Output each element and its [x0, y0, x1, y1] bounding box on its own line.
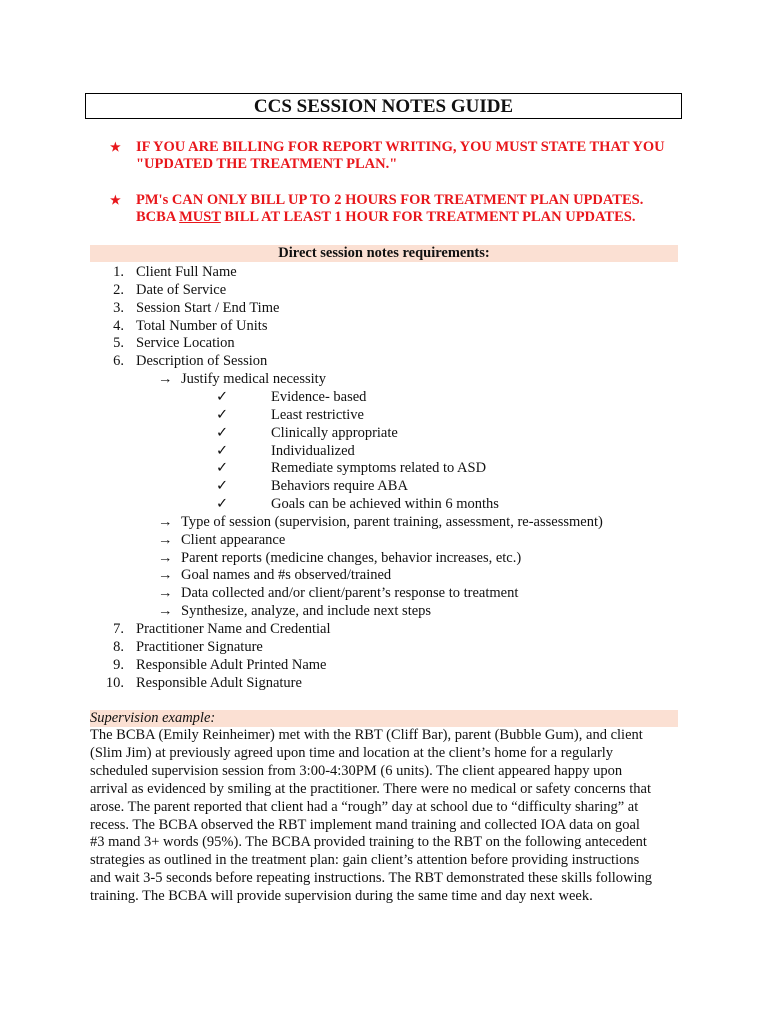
item-number: 3.: [113, 299, 124, 316]
arrow-icon: →: [158, 531, 173, 548]
warning-text: IF YOU ARE BILLING FOR REPORT WRITING, YOU MUST STATE THAT YOU "UPDATED THE TREATMENT PLAN.": [136, 139, 665, 172]
requirements-heading: Direct session notes requirements:: [90, 245, 678, 262]
arrow-icon: →: [158, 585, 173, 602]
item-label: Practitioner Name and Credential: [136, 621, 331, 637]
sub-item-label: Client appearance: [181, 531, 286, 548]
check-item-label: Behaviors require ABA: [271, 478, 408, 495]
list-item: [0, 675, 700, 692]
list-item: [0, 300, 700, 317]
check-list-item: [0, 425, 700, 442]
check-list-item: [0, 460, 700, 477]
item-label: Responsible Adult Printed Name: [136, 656, 327, 673]
item-number: 5.: [113, 335, 124, 352]
checkmark-icon: ✓: [216, 406, 229, 423]
sub-item-label: Data collected and/or client/parent’s response to treatment: [181, 585, 519, 602]
sub-list-item: [0, 371, 700, 388]
sub-list-item: [0, 514, 700, 531]
paragraph-line: The BCBA (Emily Reinheimer) met with the RBT (Cliff Bar), parent (Bubble Gum), and client: [90, 727, 643, 743]
checkmark-icon: ✓: [216, 388, 229, 405]
checkmark-icon: ✓: [216, 424, 229, 441]
warning-line-2-pre: BCBA: [136, 209, 180, 225]
sub-item-label: Type of session (supervision, parent training, assessment, re-assessment): [181, 513, 603, 530]
sub-list-item: [0, 585, 700, 602]
checkmark-icon: ✓: [216, 442, 229, 459]
item-number: 2.: [113, 281, 124, 298]
checkmark-icon: ✓: [216, 478, 229, 495]
arrow-icon: →: [158, 513, 173, 530]
item-number: 9.: [113, 656, 124, 673]
sub-list-item: [0, 567, 700, 584]
list-item: [0, 264, 700, 281]
item-label: Session Start / End Time: [136, 299, 280, 316]
paragraph-line: arrival as evidenced by smiling at the practitioner. There were no medical or safety concerns that: [90, 780, 651, 797]
check-item-label: Goals can be achieved within 6 months: [271, 496, 499, 513]
sub-list-item: [0, 603, 700, 620]
supervision-heading-text: Supervision example:: [90, 710, 216, 726]
paragraph-line: scheduled supervision session from 3:00-4:30PM (6 units). The client appeared happy upon: [90, 762, 623, 779]
supervision-example-text: [90, 727, 680, 906]
check-item-label: Individualized: [271, 442, 355, 459]
check-list-item: [0, 496, 700, 513]
paragraph-line: (Slim Jim) at previously agreed upon time and location at the client’s home for a regularly: [90, 744, 614, 761]
item-number: 8.: [113, 638, 124, 655]
list-item: [0, 621, 700, 638]
list-item: [0, 353, 700, 370]
item-label: Practitioner Signature: [136, 638, 263, 655]
list-item: [0, 639, 700, 656]
item-label: Date of Service: [136, 281, 227, 298]
item-number: 1.: [113, 264, 124, 280]
warning-emphasis: MUST: [179, 209, 221, 225]
paragraph-line: recess. The BCBA observed the RBT implement mand training and collected IOA data on goal: [90, 816, 640, 833]
paragraph-line: training. The BCBA will provide supervision during the same time and day next week.: [90, 888, 593, 905]
list-item: [0, 318, 700, 335]
sub-list-item: [0, 550, 700, 567]
list-item: [0, 335, 700, 352]
sub-item-label: Justify medical necessity: [181, 371, 326, 388]
item-label: Service Location: [136, 335, 235, 352]
paragraph-line: arose. The parent reported that client had a “rough” day at school due to “difficulty sharing” at: [90, 798, 639, 815]
warning-line-1: PM's CAN ONLY BILL UP TO 2 HOURS FOR TREATMENT PLAN UPDATES.: [136, 192, 644, 208]
check-list-item: [0, 443, 700, 460]
arrow-icon: →: [158, 549, 173, 566]
checkmark-icon: ✓: [216, 460, 229, 477]
paragraph-line: #3 mand 3+ words (95%). The BCBA provided training to the RBT on the following antecedent: [90, 834, 647, 851]
arrow-icon: →: [158, 603, 173, 620]
warning-line-2-post: BILL AT LEAST 1 HOUR FOR TREATMENT PLAN UPDATES.: [220, 209, 636, 225]
item-label: Responsible Adult Signature: [136, 674, 302, 691]
page-title: CCS SESSION NOTES GUIDE: [85, 93, 682, 119]
warning-text: [136, 192, 696, 226]
list-item: [0, 657, 700, 674]
item-label: Description of Session: [136, 353, 268, 370]
supervision-heading: [90, 710, 678, 727]
sub-item-label: Parent reports (medicine changes, behavior increases, etc.): [181, 549, 522, 566]
arrow-icon: →: [158, 371, 173, 388]
item-label: Client Full Name: [136, 264, 237, 280]
checkmark-icon: ✓: [216, 496, 229, 513]
item-number: 7.: [113, 621, 124, 637]
check-item-label: Evidence- based: [271, 388, 367, 405]
check-item-label: Least restrictive: [271, 406, 364, 423]
item-number: 6.: [113, 353, 124, 370]
check-list-item: [0, 478, 700, 495]
arrow-icon: →: [158, 567, 173, 584]
star-icon: ★: [110, 140, 121, 154]
item-label: Total Number of Units: [136, 317, 268, 334]
item-number: 10.: [105, 674, 124, 691]
paragraph-line: strategies as outlined in the treatment plan: gain client’s attention before providing instructions: [90, 852, 640, 869]
star-icon: ★: [110, 193, 121, 207]
check-list-item: [0, 389, 700, 406]
list-item: [0, 282, 700, 299]
check-item-label: Clinically appropriate: [271, 424, 398, 441]
paragraph-line: and wait 3-5 seconds before repeating instructions. The RBT demonstrated these skills following: [90, 870, 653, 887]
check-list-item: [0, 407, 700, 424]
check-item-label: Remediate symptoms related to ASD: [271, 460, 487, 477]
sub-item-label: Goal names and #s observed/trained: [181, 567, 392, 584]
sub-item-label: Synthesize, analyze, and include next steps: [181, 603, 432, 620]
item-number: 4.: [113, 317, 124, 334]
sub-list-item: [0, 532, 700, 549]
